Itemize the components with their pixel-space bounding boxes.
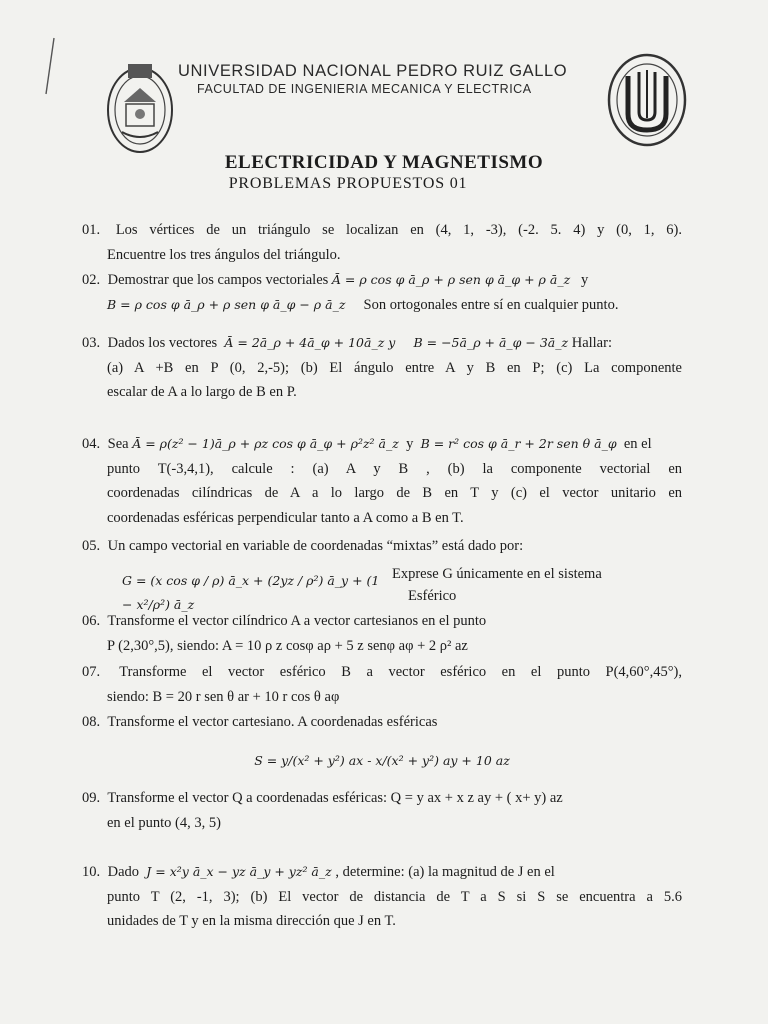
problem-text: (a) A +B en P (0, 2,-5); (b) El ángulo entre A y B en P; (c) La componente (107, 359, 682, 376)
problem-text: Exprese G únicamente en el sistema (392, 565, 602, 582)
equation: G = (x cos φ / ρ) ā_x + (2yz / ρ²) ā_y + (1 − x²/ρ²) ā_z (122, 572, 380, 612)
problem-text: Transforme el vector cilíndrico A a vector cartesianos en el punto (107, 613, 487, 629)
problem-text: Son ortogonales entre sí en cualquier punto. (363, 296, 619, 313)
problem-03: 03. Dados los vectores Ā = 2ā_ρ + 4ā_φ + 10ā_z y B = −5ā_ρ + ā_φ − 3ā_z Hallar: (a) A +B en P (0, 2,-5); (b) El ángulo entre A y B en P; (c) La componente escalar de A a lo largo de B en P. (82, 331, 682, 405)
university-name: UNIVERSIDAD NACIONAL PEDRO RUIZ GALLO (178, 62, 568, 80)
equation: B = −5ā_ρ + ā_φ − 3ā_z (413, 335, 569, 350)
problem-text: siendo: B = 20 r sen θ ar + 10 r cos θ aφ (107, 688, 340, 705)
problem-text: punto T(-3,4,1), calcule : (a) A y B , (b) la componente vectorial en (107, 460, 682, 477)
equation: Ā = ρ cos φ ā_ρ + ρ sen φ ā_φ + ρ ā_z (331, 272, 571, 287)
problem-text: en el punto (4, 3, 5) (107, 814, 221, 831)
faculty-name: FACULTAD DE INGENIERIA MECANICA Y ELECTRICA (197, 82, 532, 96)
problem-text: Transforme el vector cartesiano. A coordenadas esféricas (107, 714, 438, 730)
problem-text: Dados los vectores (107, 335, 218, 351)
problem-06: 06. Transforme el vector cilíndrico A a vector cartesianos en el punto P (2,30°,5), siendo: A = 10 ρ z cosφ aρ + 5 z senφ aφ + 2 ρ² az (82, 609, 682, 658)
problem-text: , determine: (a) la magnitud de J en el (335, 864, 555, 880)
page-subtitle: PROBLEMAS PROPUESTOS 01 (228, 175, 468, 192)
problem-text: coordenadas esféricas perpendicular tanto a A como a B en T. (107, 509, 464, 526)
problem-text: Un campo vectorial en variable de coordenadas “mixtas” está dado por: (107, 538, 524, 554)
problem-10: 10. Dado J = x²y ā_x − yz ā_y + yz² ā_z , determine: (a) la magnitud de J en el punto T (2, -1, 3); (b) El vector de distancia de T a S si S se encuentra a 5.6 unidades de T y en la misma dirección que J en T. (82, 860, 682, 934)
equation: Ā = 2ā_ρ + 4ā_φ + 10ā_z y (224, 335, 396, 350)
problem-text: Transforme el vector esférico B a vector esférico en el punto P(4,60°,45°), (119, 664, 682, 680)
problem-text: Los vértices de un triángulo se localizan en (4, 1, -3), (-2. 5. 4) y (0, 1, 6). (115, 222, 682, 238)
problem-text: Encuentre los tres ángulos del triángulo. (107, 246, 341, 263)
faculty-logo-icon (606, 52, 688, 148)
equation: J = x²y ā_x − yz ā_y + yz² ā_z (146, 864, 332, 879)
problem-05: 05. Un campo vectorial en variable de coordenadas “mixtas” está dado por: G = (x cos φ / ρ) ā_x + (2yz / ρ²) ā_y + (1 − x²/ρ²) ā_z Exprese G únicamente en el sistema Esférico (82, 534, 682, 618)
problem-02: 02. Demostrar que los campos vectoriales Ā = ρ cos φ ā_ρ + ρ sen φ ā_φ + ρ ā_z y B = ρ cos φ ā_ρ + ρ sen φ ā_φ − ρ ā_z Son ortogonales entre sí en cualquier punto. (82, 272, 619, 313)
institution-header (178, 62, 608, 96)
problem-01: 01. Los vértices de un triángulo se localizan en (4, 1, -3), (-2. 5. 4) y (0, 1, 6). Encuentre los tres ángulos del triángulo. (82, 218, 682, 267)
problem-09: 09. Transforme el vector Q a coordenadas esféricas: Q = y ax + x z ay + ( x+ y) az en el punto (4, 3, 5) (82, 786, 682, 835)
problem-text: Transforme el vector Q a coordenadas esféricas: Q = y ax + x z ay + ( x+ y) az (107, 790, 563, 806)
equation: B = r² cos φ ā_r + 2r sen θ ā_φ (420, 436, 617, 451)
problem-text: Demostrar que los campos vectoriales (107, 272, 329, 288)
university-seal-icon (104, 58, 176, 156)
problem-text: Esférico (408, 587, 457, 604)
problem-04: 04. Sea Ā = ρ(z² − 1)ā_ρ + ρz cos φ ā_φ + ρ²z² ā_z y B = r² cos φ ā_r + 2r sen θ ā_φ en el punto T(-3,4,1), calcule : (a) A y B , (b) la componente vectorial en coordenadas cilíndricas de A a lo largo de B en T y (c) el vector unitario en coordenadas esféricas perpendicular tanto a A como a B en T. (82, 432, 682, 530)
problem-text: P (2,30°,5), siendo: A = 10 ρ z cosφ aρ + 5 z senφ aφ + 2 ρ² az (107, 637, 468, 654)
equation: Ā = ρ(z² − 1)ā_ρ + ρz cos φ ā_φ + ρ²z² ā_z (132, 436, 399, 451)
page-title: ELECTRICIDAD Y MAGNETISMO (224, 152, 544, 173)
equation: B = ρ cos φ ā_ρ + ρ sen φ ā_φ − ρ ā_z (107, 296, 346, 312)
equation: S = y/(x² + y²) ax - x/(x² + y²) ay + 10 az (254, 752, 510, 768)
problem-text: escalar de A a lo largo de B en P. (107, 384, 297, 400)
scan-mark (40, 36, 60, 96)
problem-text: unidades de T y en la misma dirección que J en T. (107, 913, 396, 929)
problem-text: punto T (2, -1, 3); (b) El vector de distancia de T a S si S se encuentra a 5.6 (107, 888, 682, 905)
problem-text: coordenadas cilíndricas de A a lo largo de B en T y (c) el vector unitario en (107, 485, 682, 501)
problem-08: 08. Transforme el vector cartesiano. A coordenadas esféricas S = y/(x² + y²) ax - x/(x² + y²) ay + 10 az (82, 710, 682, 773)
problem-07: 07. Transforme el vector esférico B a vector esférico en el punto P(4,60°,45°), siendo: B = 20 r sen θ ar + 10 r cos θ aφ (82, 660, 682, 709)
